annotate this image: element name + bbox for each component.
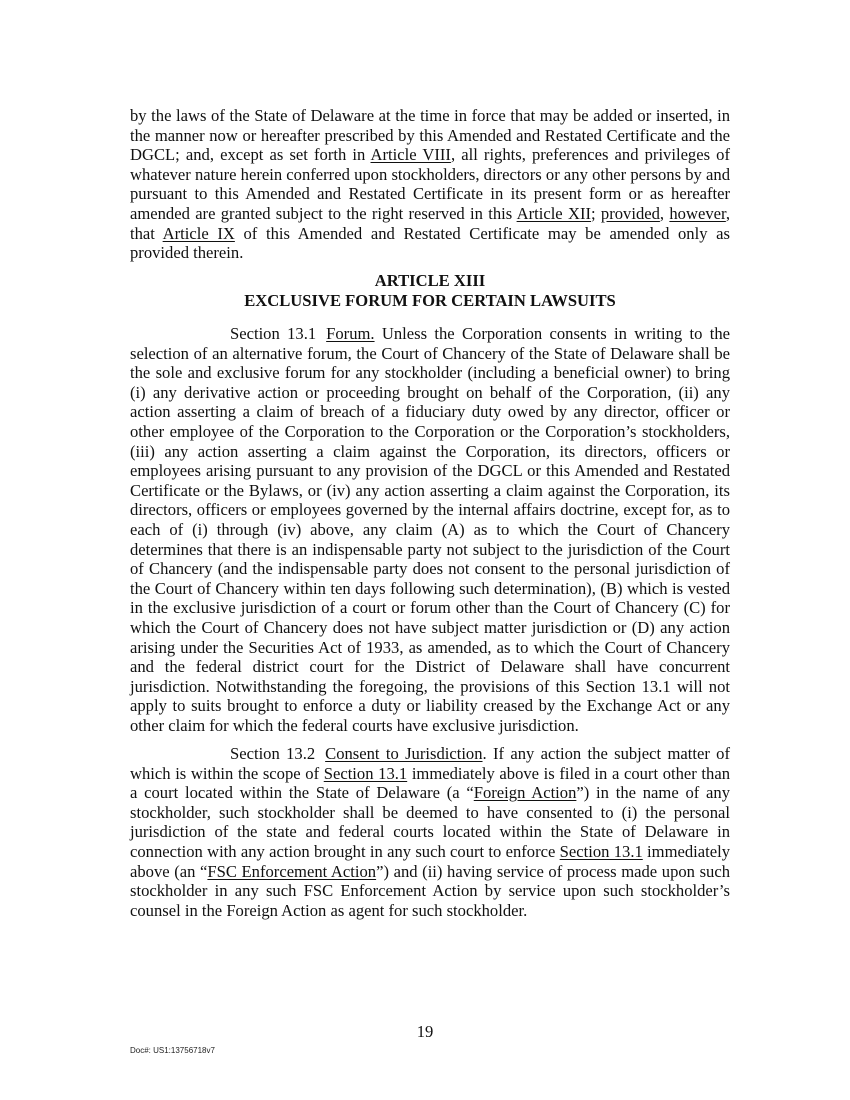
page-number: 19 [416,1022,434,1041]
article-xii-reference: Article XII [516,203,591,223]
section-label: Section 13.1 [230,324,317,343]
text-run: Unless the Corporation consents in writing to the selection of an alternative forum, the Court of Chancery of the State of Delaware shall be the sole and exclusive forum for any stockholder (including a beneficial owner) to bring (i) any derivative action or proceeding brought on behalf of the Corporation, (ii) any action asserting a claim of breach of a fiduciary duty owed by any director, officer or other employee of the Corporation to the Corporation or the Corporation’s stockholders, (iii) any action asserting a claim against the Corporation, its directors, officers or employees arising pursuant to any provision of the DGCL or this Amended and Restated Certificate or the Bylaws, or (iv) any action asserting a claim against the Corporation, its directors, officers or employees governed by the internal affairs doctrine, except for, as to each of (i) through (iv) above, any claim (A) as to which the Court of Chancery determines that there is an indispensable party not subject to the jurisdiction of the Court of Chancery (and the indispensable party does not consent to the personal jurisdiction of the Court of Chancery within ten days following such determination), (B) which is vested in the exclusive jurisdiction of a court or forum other than the Court of Chancery (C) for which the Court of Chancery does not have subject matter jurisdiction or (D) any action arising under the Securities Act of 1933, as amended, as to which the Court of Chancery and the federal district court for the District of Delaware shall have concurrent jurisdiction. Notwithstanding the foregoing, the provisions of this Section 13.1 will not apply to suits brought to enforce a duty or liability creased by the Exchange Act or any other claim for which the federal courts have exclusive jurisdiction. [130,324,730,735]
section-heading: Consent to Jurisdiction [325,744,483,763]
text-run: , [659,203,670,223]
text-run: ; [591,203,601,223]
article-number-heading: ARTICLE XIII [374,271,486,290]
document-id: Doc#: US1:13756718v7 [130,1046,215,1055]
text-run: , that [130,203,730,243]
article-title-heading: EXCLUSIVE FORUM FOR CERTAIN LAWSUITS [244,291,616,310]
text-run: immediately above is filed in a court other than a court located within the State of Delaware (a “ [130,763,730,803]
text-run: , all rights, preferences and privileges of whatever nature herein conferred upon stockholders, directors or any other persons by and pursuant to this Amended and Restated Certificate in its present form or as hereafter amended are granted subject to the right reserved in this [130,145,730,223]
text-run: immediately above (an “ [130,841,731,881]
article-viii-reference: Article VIII [370,145,451,165]
text-run: by the laws of the State of Delaware at the time in force that may be added or inserted, in the manner now or hereafter prescribed by this Amended and Restated Certificate and the DGCL; and, except as set forth in [130,106,730,165]
text-run: ”) and (ii) having service of process made upon such stockholder in any such FSC Enforcement Action by service upon such stockholder’s counsel in the Foreign Action as agent for such stockholder. [130,861,730,920]
section-heading: Forum. [326,324,375,343]
text-run: . If any action the subject matter of which is within the scope of [130,744,730,783]
section-13-1-reference: Section 13.1 [559,841,643,861]
however-term: however [669,203,726,223]
provided-term: provided [600,203,660,223]
continuation-paragraph [130,106,730,263]
text-run: of this Amended and Restated Certificate may be amended only as provided therein. [130,223,730,263]
text-run: ”) in the name of any stockholder, such stockholder shall be deemed to have consented to (i) the personal jurisdiction of the state and federal courts located within the State of Delaware in connection with any action brought in any such court to enforce [130,783,730,861]
section-13-1-reference: Section 13.1 [323,763,408,783]
section-13-2-paragraph [130,744,730,920]
section-label: Section 13.2 [230,744,316,763]
fsc-enforcement-action-term: FSC Enforcement Action [207,861,377,881]
foreign-action-term: Foreign Action [473,783,577,803]
section-13-1-paragraph [130,324,730,735]
article-ix-reference: Article IX [162,223,235,243]
